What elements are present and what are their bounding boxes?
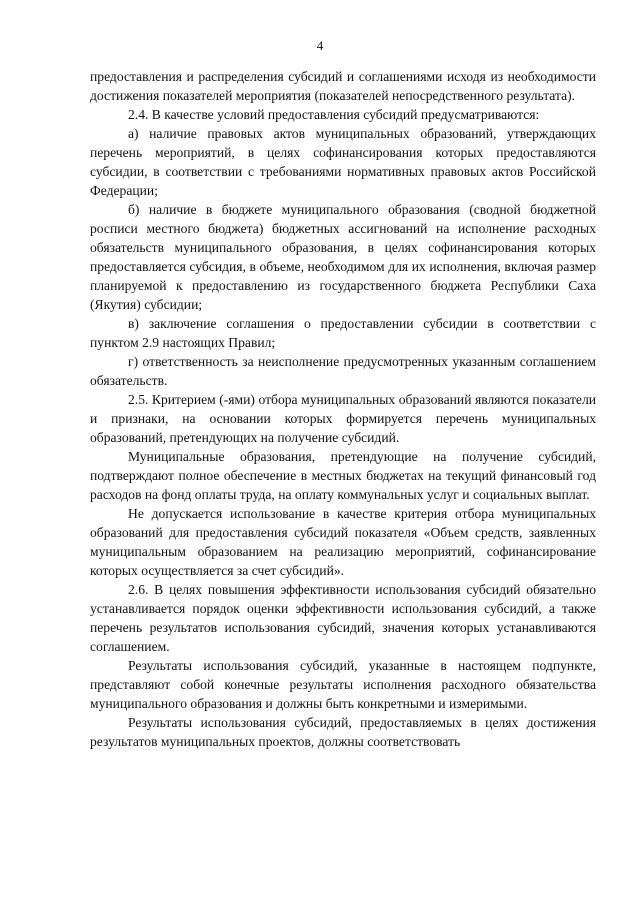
paragraph-2-6-results: Результаты использования субсидий, указанные в настоящем подпункте, представляют собой конечные результаты исполнения расходного обязательства муниципального образования и должны быть конкретными и измеримыми. bbox=[90, 658, 596, 711]
page-number: 4 bbox=[316, 38, 324, 53]
paragraph-2-4-v: в) заключение соглашения о предоставлении субсидии в соответствии с пунктом 2.9 настоящих Правил; bbox=[90, 316, 596, 350]
paragraph-2-6: 2.6. В целях повышения эффективности использования субсидий обязательно устанавливается порядок оценки эффективности использования субсидий, а также перечень результатов использования субсидий, значения которых устанавливаются соглашением. bbox=[90, 582, 596, 654]
paragraph-continuation: предоставления и распределения субсидий и соглашениями исходя из необходимости достижения показателей мероприятия (показателей непосредственного результата). bbox=[90, 69, 596, 103]
paragraph-2-4-g: г) ответственность за неисполнение предусмотренных указанным соглашением обязательств. bbox=[90, 354, 596, 388]
paragraph-2-4-b: б) наличие в бюджете муниципального образования (сводной бюджетной росписи местного бюджета) бюджетных ассигнований на исполнение расходных обязательств муниципального образования, в целях софинансирования которых предоставляется субсидия, в объеме, необходимом для их исполнения, включая размер планируемой к предоставлению из государственного бюджета Республики Саха (Якутия) субсидии; bbox=[90, 202, 596, 312]
paragraph-2-5-municipal-obligations: Муниципальные образования, претендующие на получение субсидий, подтверждают полное обеспечение в местных бюджетах на текущий финансовый год расходов на фонд оплаты труда, на оплату коммунальных услуг и социальных выплат. bbox=[90, 449, 596, 502]
document-body bbox=[90, 67, 596, 751]
paragraph-2-6-projects: Результаты использования субсидий, предоставляемых в целях достижения результатов муниципальных проектов, должны соответствовать bbox=[90, 715, 596, 749]
paragraph-2-5-criterion-exclusion: Не допускается использование в качестве критерия отбора муниципальных образований для предоставления субсидий показателя «Объем средств, заявленных муниципальным образованием на реализацию мероприятий, софинансирование которых осуществляется за счет субсидий». bbox=[90, 506, 596, 578]
paragraph-2-4-heading: 2.4. В качестве условий предоставления субсидий предусматриваются: bbox=[128, 107, 540, 122]
paragraph-2-5: 2.5. Критерием (-ями) отбора муниципальных образований являются показатели и признаки, на основании которых формируется перечень муниципальных образований, претендующих на получение субсидий. bbox=[90, 392, 596, 445]
paragraph-2-4-a: а) наличие правовых актов муниципальных образований, утверждающих перечень мероприятий, в целях софинансирования которых предоставляются субсидии, в соответствии с требованиями нормативных правовых актов Российской Федерации; bbox=[90, 126, 596, 198]
